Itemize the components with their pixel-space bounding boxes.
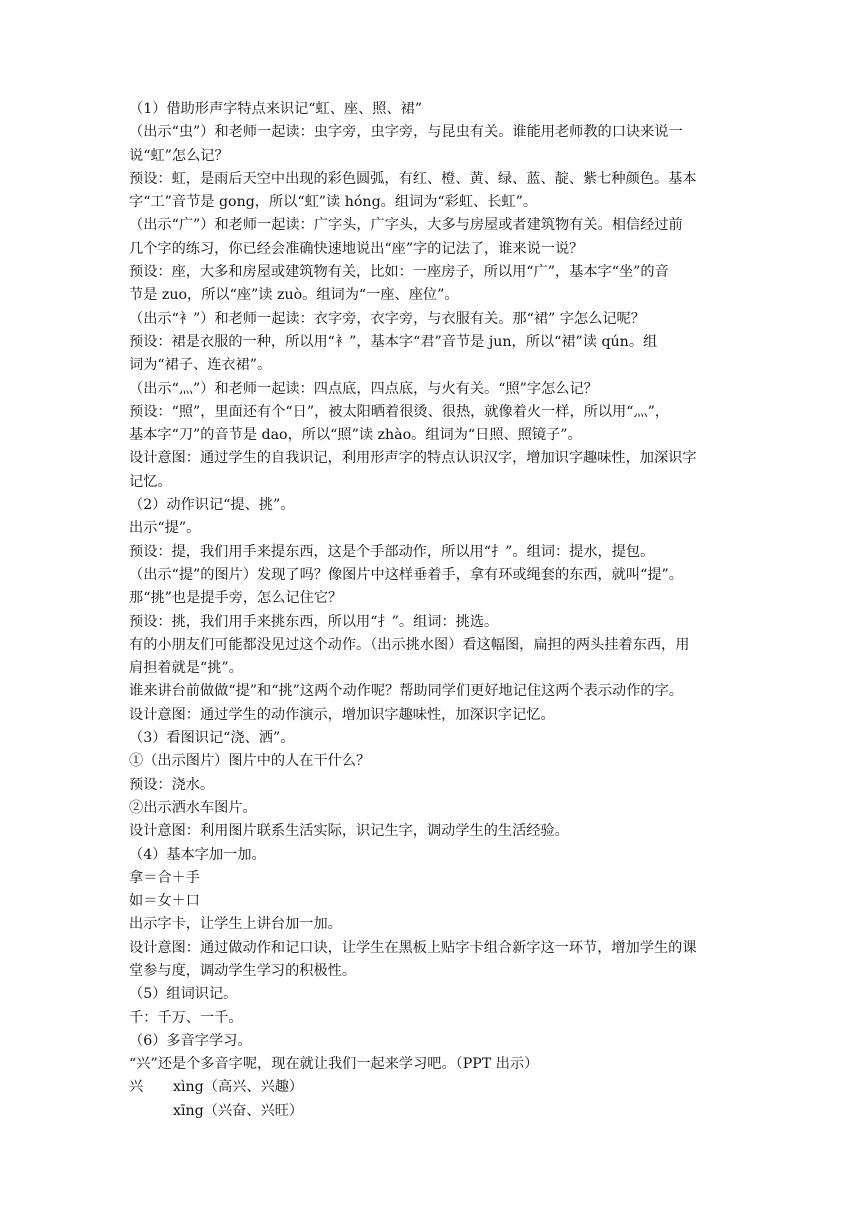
text-line: 预设：“照”，里面还有个“日”，被太阳晒着很烫、很热，就像着火一样，所以用“灬”， (129, 403, 670, 420)
polyphone-reading: xìng（高兴、兴趣） (173, 1079, 304, 1096)
section-heading: （4）基本字加一加。 (129, 846, 266, 863)
text-line: 谁来讲台前做做“提”和“挑”这两个动作呢？帮助同学们更好地记住这两个表示动作的字。 (129, 683, 683, 700)
text-line: 预设：提，我们用手来提东西，这是个手部动作，所以用“扌”。组词：提水，提包。 (129, 543, 655, 560)
text-line: 词为“裙子、连衣裙”。 (129, 357, 272, 374)
text-line: 设计意图：通过学生的自我识记，利用形声字的特点认识汉字，增加识字趣味性，加深识字 (129, 450, 697, 467)
text-line: （出示“衤”）和老师一起读：衣字旁，衣字旁，与衣服有关。那“裙” 字怎么记呢？ (129, 310, 645, 327)
text-line: 节是 zuo，所以“座”读 zuò。组词为“一座、座位”。 (129, 287, 459, 304)
text-line: 字“工”音节是 gong，所以“虹”读 hóng。组词为“彩虹、长虹”。 (129, 194, 538, 211)
text-line: 堂参与度，调动学生学习的积极性。 (129, 962, 357, 979)
text-line: ②出示洒水车图片。 (129, 799, 257, 816)
text-line: 预设：虹，是雨后天空中出现的彩色圆弧，有红、橙、黄、绿、蓝、靛、紫七种颜色。基本 (129, 170, 697, 187)
text-line: 记忆。 (129, 473, 172, 490)
polyphone-row-1 (129, 1076, 739, 1099)
document-body (129, 98, 739, 1123)
text-line: 出示字卡，让学生上讲台加一加。 (129, 916, 342, 933)
text-line: （1）借助形声字特点来识记“虹、座、照、裙” (129, 101, 423, 117)
text-line: 说“虹”怎么记？ (129, 147, 229, 164)
text-line: 预设：裙是衣服的一种，所以用“衤”，基本字“君”音节是 jun，所以“裙”读 qún。组 (129, 333, 658, 350)
polyphone-row-2 (129, 1100, 739, 1123)
text-line: 预设：座，大多和房屋或建筑物有关，比如：一座房子，所以用“广”，基本字“坐”的音 (129, 264, 669, 281)
text-line: 那“挑”也是提手旁，怎么记住它？ (129, 590, 343, 607)
text-line: （出示“灬”）和老师一起读：四点底，四点底，与火有关。“照”字怎么记？ (129, 380, 598, 397)
text-line: “兴”还是个多音字呢，现在就让我们一起来学习吧。（PPT 出示） (129, 1056, 539, 1073)
section-heading: （3）看图识记“浇、洒”。 (129, 730, 295, 747)
text-line: 几个字的练习，你已经会准确快速地说出“座”字的记法了，谁来说一说？ (129, 240, 584, 257)
text-line: （出示“提”的图片）发现了吗？像图片中这样垂着手，拿有环或绳套的东西，就叫“提”。 (129, 566, 683, 583)
section-heading: （5）组词识记。 (129, 986, 238, 1003)
text-line: ①（出示图片）图片中的人在干什么？ (129, 753, 371, 770)
section-heading: （2）动作识记“提、挑”。 (129, 497, 295, 514)
text-line: 基本字“刀”的音节是 dao，所以“照”读 zhào。组词为“日照、照镜子”。 (129, 427, 582, 444)
text-line: 千：千万、一千。 (129, 1009, 243, 1026)
text-line: 设计意图：通过做动作和记口诀，让学生在黑板上贴字卡组合新字这一环节，增加学生的课 (129, 939, 697, 956)
text-line: 出示“提”。 (129, 520, 201, 537)
text-line: 如＝女＋口 (129, 893, 200, 910)
text-line: 设计意图：利用图片联系生活实际，识记生字，调动学生的生活经验。 (129, 823, 569, 840)
text-line: （出示“虫”）和老师一起读：虫字旁，虫字旁，与昆虫有关。谁能用老师教的口诀来说一 (129, 124, 683, 141)
text-line: 预设：浇水。 (129, 776, 215, 793)
polyphone-char: 兴 (129, 1079, 144, 1096)
text-line: 预设：挑，我们用手来挑东西，所以用“扌”。组词：挑选。 (129, 613, 499, 630)
text-line: 设计意图：通过学生的动作演示，增加识字趣味性，加深识字记忆。 (129, 706, 555, 723)
section-heading: （6）多音字学习。 (129, 1032, 252, 1049)
polyphone-reading: xīng（兴奋、兴旺） (173, 1102, 304, 1119)
text-line: 肩担着就是“挑”。 (129, 660, 243, 677)
text-line: （出示“广”）和老师一起读：广字头，广字头，大多与房屋或者建筑物有关。相信经过前 (129, 217, 683, 234)
text-line: 有的小朋友们可能都没见过这个动作。（出示挑水图）看这幅图，扁担的两头挂着东西，用 (129, 636, 690, 653)
text-line: 拿＝合＋手 (129, 869, 200, 886)
